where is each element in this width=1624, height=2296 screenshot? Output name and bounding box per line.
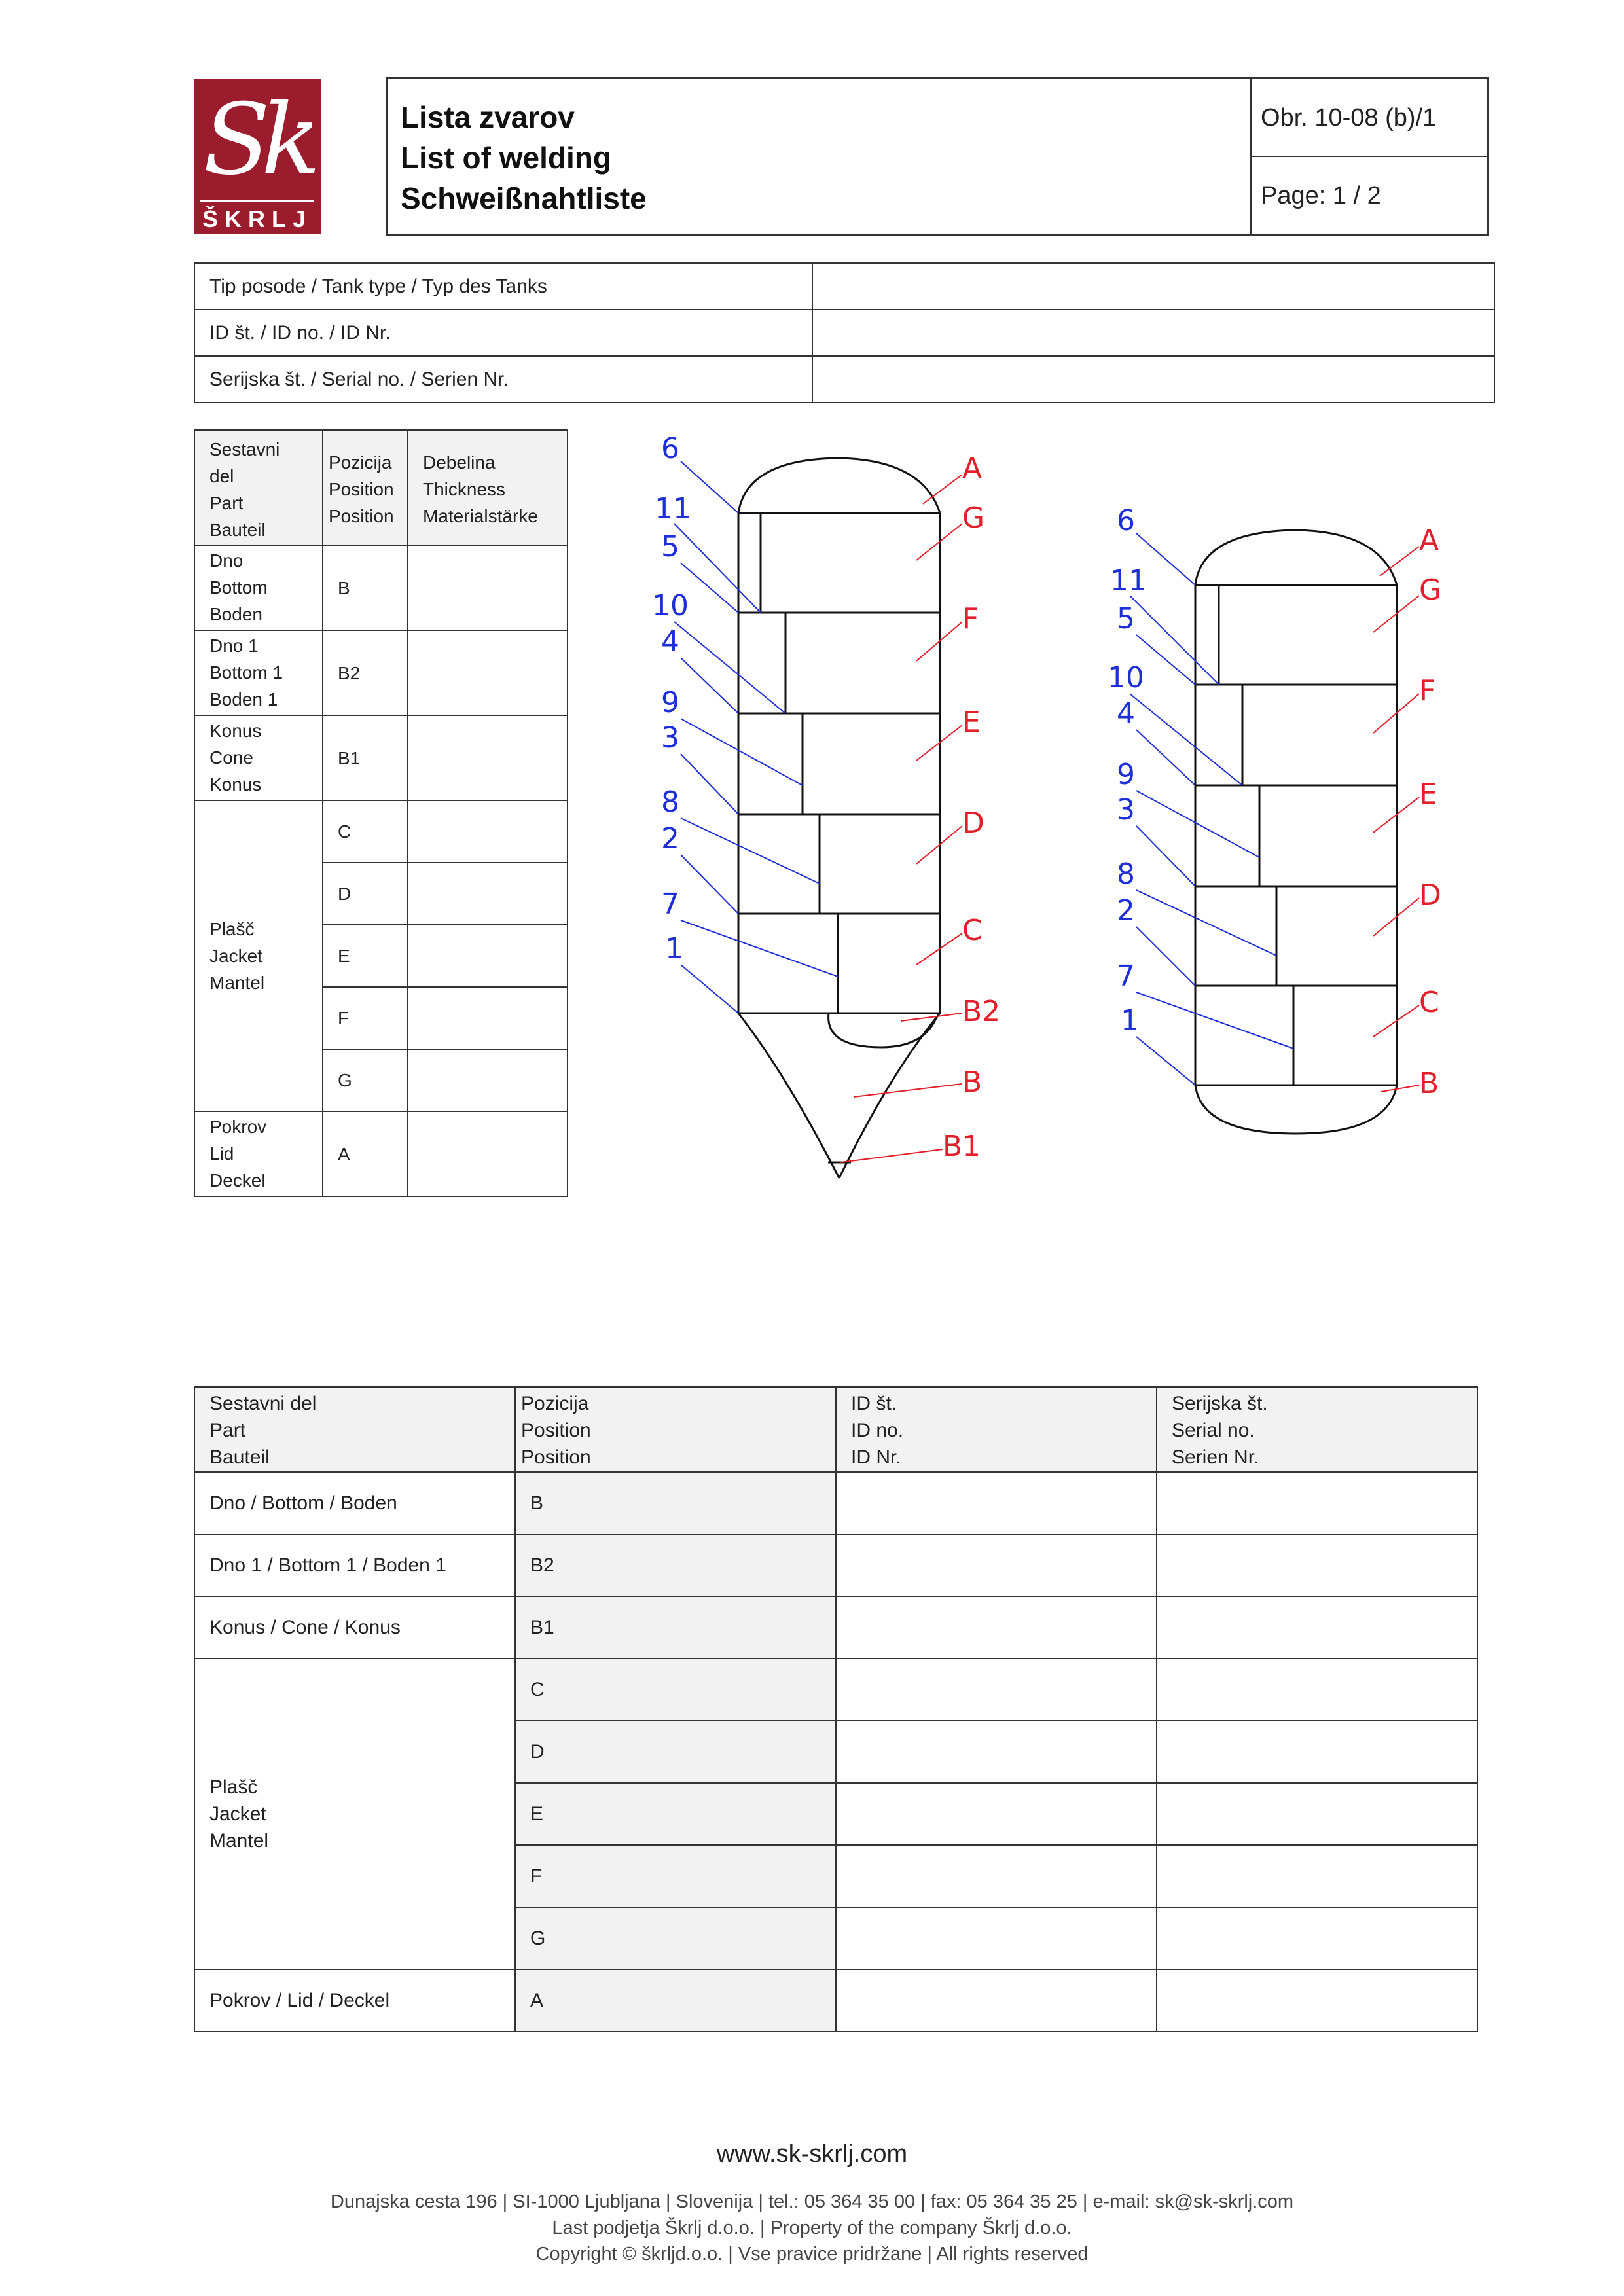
position-cell: G	[515, 1907, 836, 1969]
right-position-label-B: B	[1419, 1067, 1439, 1100]
table-row	[194, 1969, 1477, 2032]
part-cell: Konus Cone Konus	[194, 715, 323, 800]
right-position-label-F: F	[1419, 674, 1436, 708]
id-field[interactable]	[836, 1534, 1157, 1596]
left-position-label-B2: B2	[962, 995, 1001, 1028]
footer-info	[0, 2189, 1624, 2267]
right-weld-label-6: 6	[1117, 504, 1135, 537]
serial-field[interactable]	[1157, 1472, 1477, 1534]
table-row	[194, 1596, 1477, 1659]
left-weld-label-5: 5	[661, 530, 679, 564]
position-cell: F	[515, 1845, 836, 1907]
right-weld-label-1-leader	[1136, 1037, 1195, 1085]
left-position-label-B-leader	[854, 1084, 962, 1097]
position-cell: D	[323, 863, 408, 925]
right-weld-label-8-leader	[1136, 890, 1276, 956]
left-position-label-E: E	[962, 706, 981, 739]
right-weld-label-5: 5	[1117, 602, 1135, 636]
left-position-label-D: D	[962, 806, 984, 840]
serial-field[interactable]	[1157, 1845, 1477, 1907]
right-position-label-D: D	[1419, 878, 1441, 912]
serial-field[interactable]	[1157, 1534, 1477, 1596]
tank-diagram-flat	[1195, 530, 1397, 1134]
header-position: Pozicija Position Position	[515, 1387, 836, 1472]
title-line-de: Schweißnahtliste	[401, 181, 647, 215]
right-weld-label-7: 7	[1117, 960, 1135, 993]
left-position-label-B2-leader	[901, 1013, 962, 1021]
left-weld-label-10: 10	[652, 589, 689, 622]
position-cell: D	[515, 1721, 836, 1783]
position-cell: B1	[323, 715, 408, 800]
serial-field[interactable]	[1157, 1783, 1477, 1845]
position-cell: F	[323, 987, 408, 1049]
left-weld-label-5-leader	[681, 563, 738, 613]
id-field[interactable]	[836, 1721, 1157, 1783]
position-cell: C	[323, 800, 408, 863]
part-cell: Dno 1 Bottom 1 Boden 1	[194, 630, 323, 715]
right-weld-label-5-leader	[1136, 635, 1195, 685]
table-row	[194, 1659, 1477, 1721]
id-field[interactable]	[836, 1659, 1157, 1721]
right-weld-label-11: 11	[1110, 564, 1147, 598]
right-weld-label-3: 3	[1117, 793, 1135, 827]
position-cell: B	[515, 1472, 836, 1534]
right-weld-label-4-leader	[1136, 730, 1195, 785]
right-weld-label-7-leader	[1136, 992, 1293, 1049]
position-cell: B1	[515, 1596, 836, 1659]
part-cell: Dno Bottom Boden	[194, 545, 323, 630]
left-weld-label-4: 4	[661, 625, 679, 658]
left-weld-label-6: 6	[661, 432, 679, 465]
tank-type-label: Tip posode / Tank type / Typ des Tanks	[194, 263, 812, 310]
part-cell: Konus / Cone / Konus	[194, 1596, 515, 1659]
left-weld-label-9: 9	[661, 686, 679, 719]
serial-field[interactable]	[1157, 1596, 1477, 1659]
header-part: Sestavni del Part Bauteil	[194, 430, 323, 545]
part-cell: Plašč Jacket Mantel	[194, 1659, 515, 1969]
part-cell: Dno 1 / Bottom 1 / Boden 1	[194, 1534, 515, 1596]
left-weld-label-7: 7	[661, 888, 679, 921]
left-weld-label-1-leader	[681, 965, 738, 1013]
left-weld-label-8: 8	[661, 785, 679, 819]
id-field[interactable]	[836, 1596, 1157, 1659]
right-position-label-A: A	[1419, 524, 1439, 557]
header-part: Sestavni del Part Bauteil	[194, 1387, 515, 1472]
position-cell: G	[323, 1049, 408, 1111]
position-cell: E	[323, 925, 408, 987]
left-weld-label-8-leader	[681, 818, 820, 884]
table-row	[194, 1472, 1477, 1534]
id-field[interactable]	[836, 1845, 1157, 1907]
left-weld-label-7-leader	[681, 920, 838, 977]
serial-field[interactable]	[1157, 1907, 1477, 1969]
right-weld-label-8: 8	[1117, 857, 1135, 891]
position-cell: B	[323, 545, 408, 630]
position-cell: B2	[323, 630, 408, 715]
right-weld-label-3-leader	[1136, 826, 1195, 886]
position-cell: A	[323, 1111, 408, 1196]
left-position-label-A-leader	[923, 475, 962, 504]
right-position-label-E: E	[1419, 778, 1437, 811]
left-weld-label-9-leader	[681, 719, 803, 785]
id-field[interactable]	[836, 1969, 1157, 2032]
id-field[interactable]	[836, 1907, 1157, 1969]
right-position-label-A-leader	[1380, 547, 1419, 576]
position-cell: C	[515, 1659, 836, 1721]
left-weld-label-2-leader	[681, 855, 738, 914]
part-cell: Pokrov Lid Deckel	[194, 1111, 323, 1196]
position-cell: B2	[515, 1534, 836, 1596]
right-weld-label-2-leader	[1136, 927, 1195, 986]
serial-number-label: Serijska št. / Serial no. / Serien Nr.	[194, 356, 812, 403]
part-cell: Dno / Bottom / Boden	[194, 1472, 515, 1534]
left-position-label-C: C	[962, 914, 983, 947]
right-position-label-G: G	[1419, 573, 1442, 607]
document-code: Obr. 10-08 (b)/1	[1261, 104, 1437, 132]
serial-field[interactable]	[1157, 1659, 1477, 1721]
table-row	[194, 1534, 1477, 1596]
footer-address: Dunajska cesta 196 | SI-1000 Ljubljana | Slovenija | tel.: 05 364 35 00 | fax: 05 364 35 25 | e-mail: sk@sk-skrlj.com	[330, 2191, 1294, 2212]
left-position-label-B1-leader	[840, 1149, 943, 1162]
page-number: Page: 1 / 2	[1261, 182, 1381, 209]
right-weld-label-2: 2	[1117, 894, 1135, 927]
footer-copyright: Copyright © škrljd.o.o. | Vse pravice pridržane | All rights reserved	[535, 2244, 1089, 2265]
header-serial: Serijska št. Serial no. Serien Nr.	[1157, 1387, 1477, 1472]
left-position-label-G: G	[962, 501, 985, 535]
left-weld-label-2: 2	[661, 822, 679, 855]
footer-property: Last podjetja Škrlj d.o.o. | Property of the company Škrlj d.o.o.	[552, 2217, 1072, 2238]
left-position-label-B1: B1	[943, 1130, 981, 1163]
position-cell: A	[515, 1969, 836, 2032]
left-weld-label-3: 3	[661, 721, 679, 755]
right-position-label-C: C	[1419, 986, 1439, 1019]
position-cell: E	[515, 1783, 836, 1845]
right-weld-label-4: 4	[1117, 697, 1135, 730]
logo-monogram: Sk	[203, 83, 312, 197]
header-position: Pozicija Position Position	[323, 430, 408, 545]
right-weld-label-1: 1	[1121, 1004, 1139, 1037]
footer-website[interactable]: www.sk-skrlj.com	[716, 2140, 908, 2168]
tank-diagram-conical	[738, 458, 940, 1178]
header-id: ID št. ID no. ID Nr.	[836, 1387, 1157, 1472]
right-weld-label-9: 9	[1117, 758, 1135, 791]
title-line-sl: Lista zvarov	[401, 100, 575, 134]
left-weld-label-4-leader	[681, 658, 738, 713]
left-weld-label-1: 1	[665, 932, 683, 965]
id-field[interactable]	[836, 1472, 1157, 1534]
left-weld-label-11: 11	[655, 492, 691, 526]
id-number-label: ID št. / ID no. / ID Nr.	[194, 310, 812, 356]
id-serial-table	[194, 1386, 1478, 2032]
header-thickness: Debelina Thickness Materialstärke	[408, 430, 568, 545]
left-position-label-F: F	[962, 602, 979, 636]
title-line-en: List of welding	[401, 141, 611, 175]
serial-field[interactable]	[1157, 1969, 1477, 2032]
serial-field[interactable]	[1157, 1721, 1477, 1783]
left-position-label-B: B	[962, 1066, 983, 1099]
table-header-row	[194, 1387, 1477, 1472]
logo-name: ŠKRLJ	[202, 206, 313, 232]
part-cell: Plašč Jacket Mantel	[194, 800, 323, 1111]
left-weld-label-3-leader	[681, 754, 738, 814]
part-cell: Pokrov / Lid / Deckel	[194, 1969, 515, 2032]
right-weld-label-9-leader	[1136, 791, 1259, 857]
id-field[interactable]	[836, 1783, 1157, 1845]
left-position-label-A: A	[962, 452, 983, 485]
right-weld-label-10: 10	[1108, 661, 1144, 694]
